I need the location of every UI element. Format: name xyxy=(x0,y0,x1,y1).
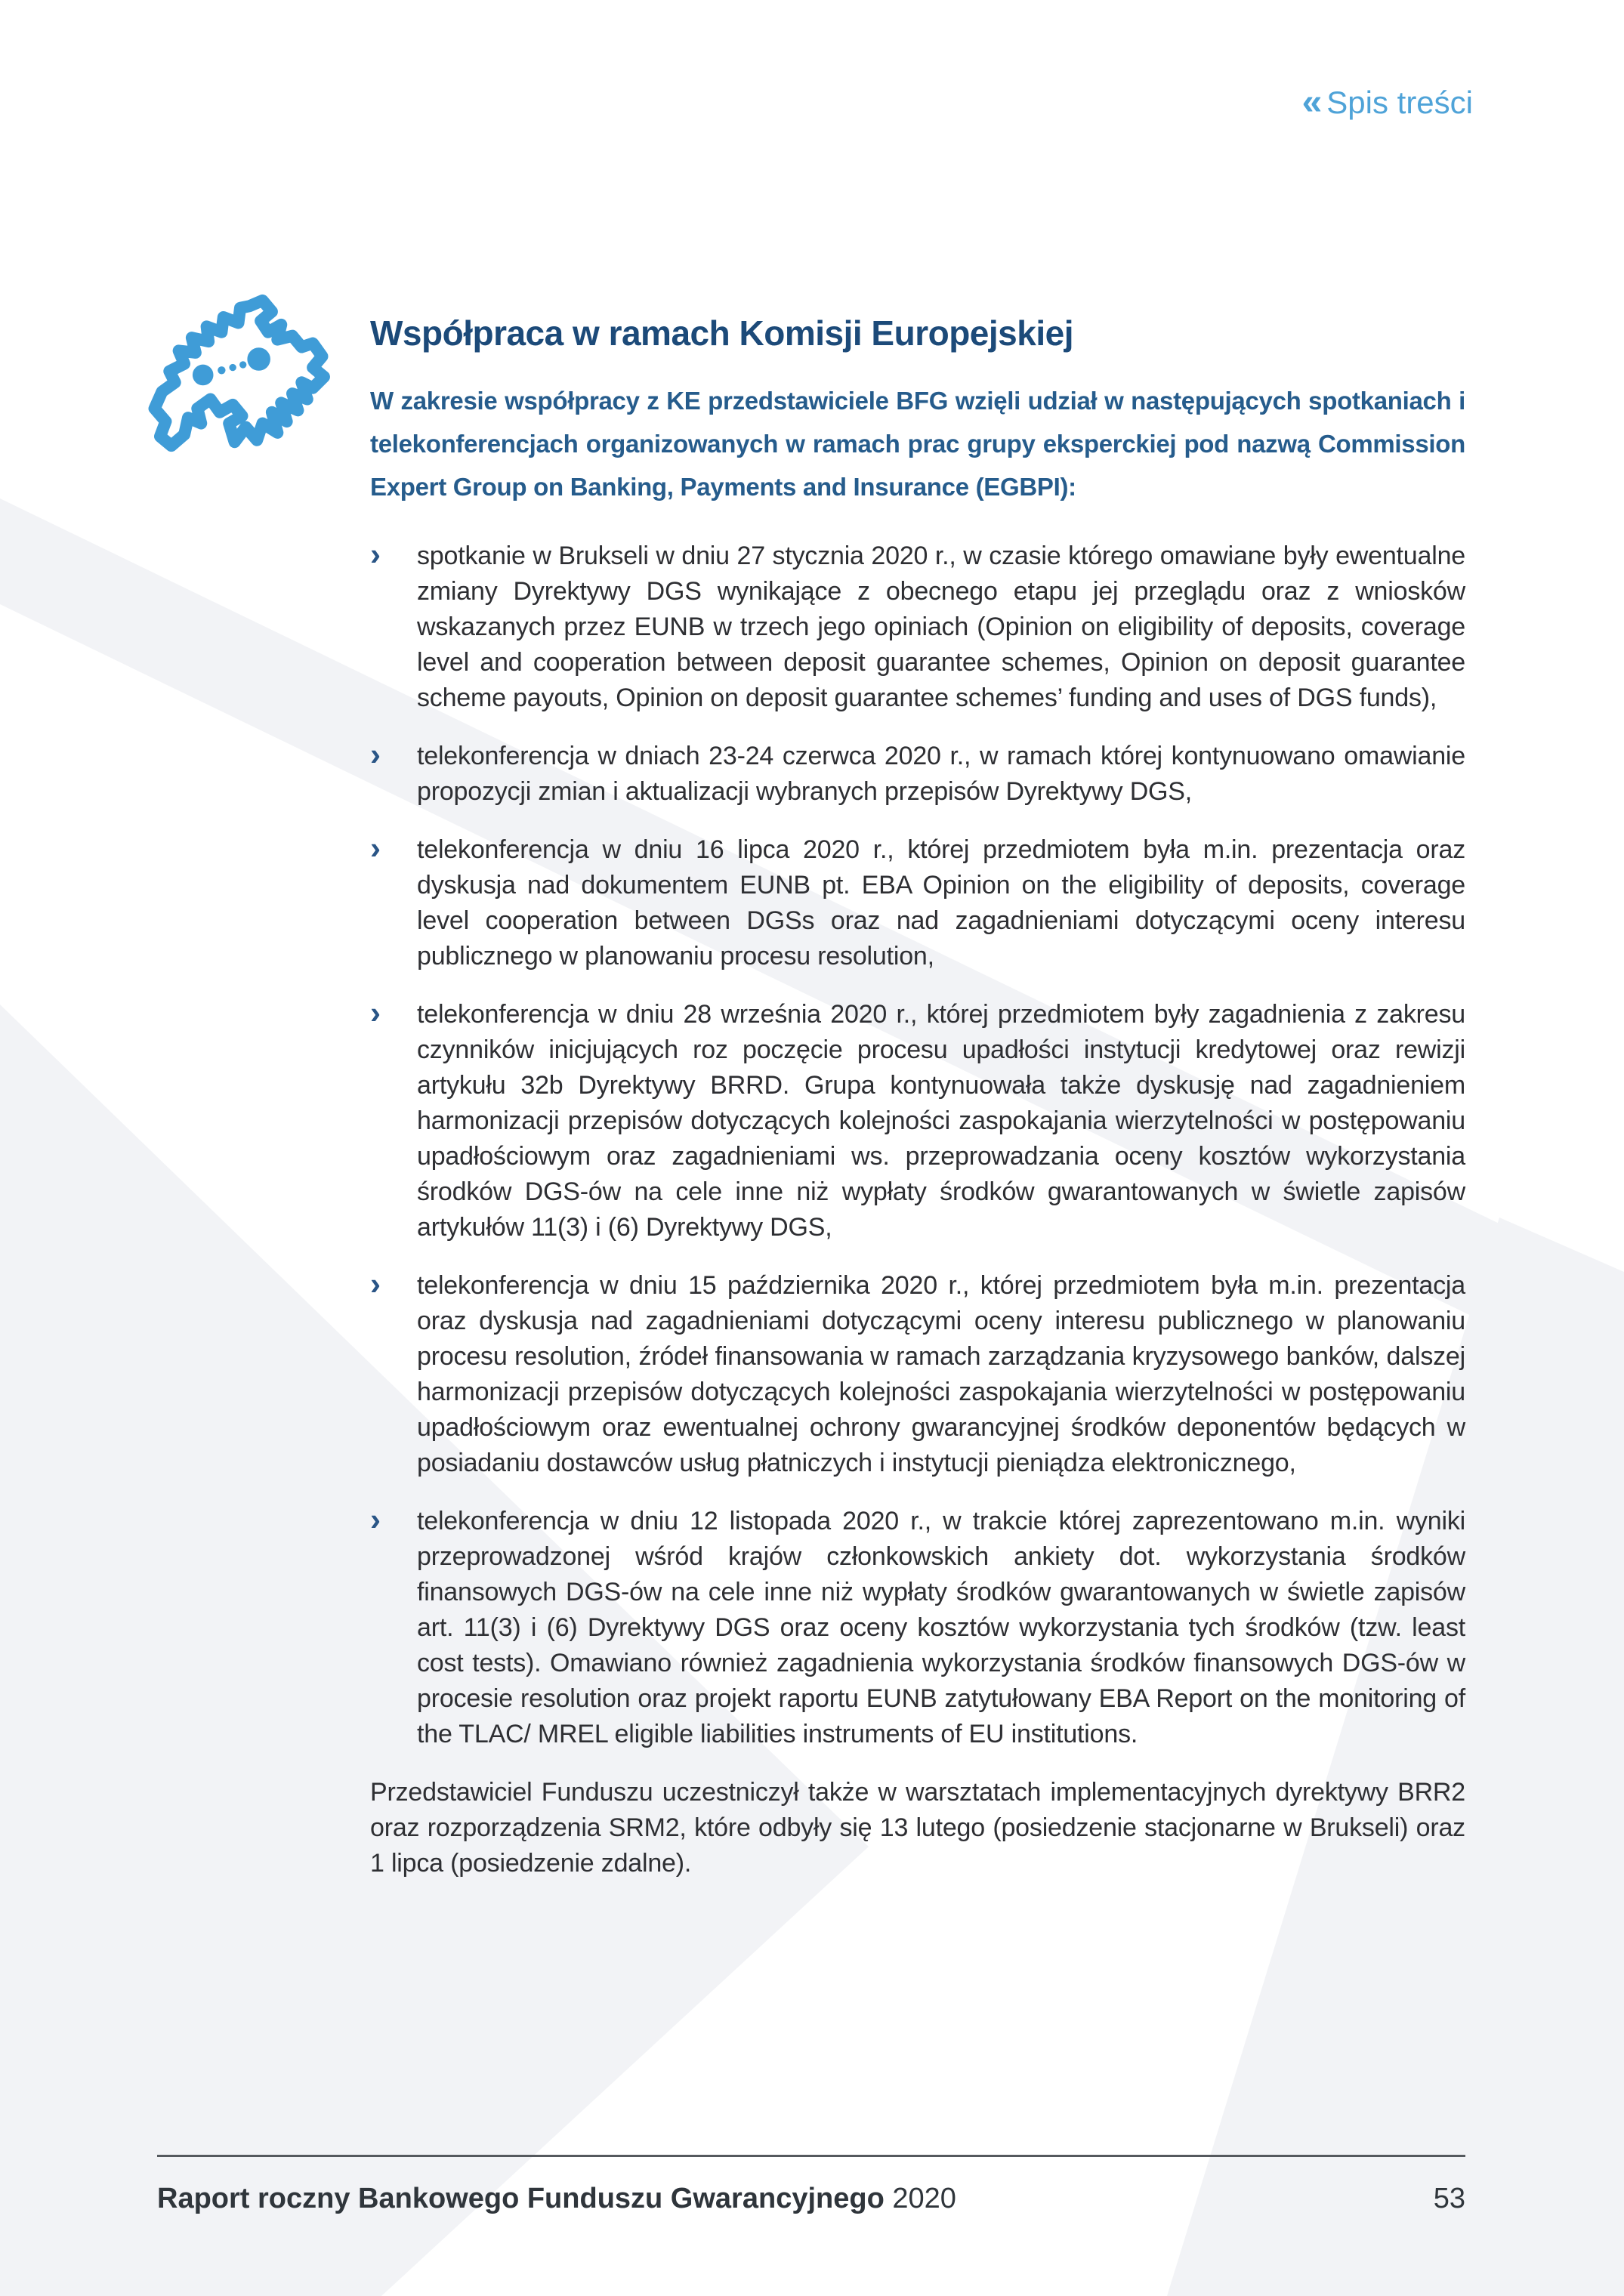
chevron-bullet-icon: › xyxy=(370,736,381,772)
page-number: 53 xyxy=(1433,2183,1465,2214)
chevron-bullet-icon: › xyxy=(370,1501,381,1537)
list-item-text: telekonferencja w dniu 28 września 2020 r., której przedmiotem były zagadnienia z zakresu czynników inicjujących roz poczęcie procesu upadłości instytucji kredytowej oraz rewizji artykułu 32b Dyrektywy BRRD. Grupa kontynuowała także dyskusję nad zagadnieniem harmonizacji przepisów dotyczących kolejności zaspokajania wierzytelności w postępowaniu upadłościowym oraz zagadnieniami ws. przeprowadzania oceny kosztów wykorzystania środków DGS-ów na cele inne niż wypłaty środków gwarantowanych w świetle zapisów artykułów 11(3) i (6) Dyrektywy DGS, xyxy=(417,1000,1465,1242)
chevron-bullet-icon: › xyxy=(370,995,381,1030)
list-item-text: spotkanie w Brukseli w dniu 27 stycznia 2020 r., w czasie którego omawiane były ewentualne zmiany Dyrektywy DGS wynikające z obecnego etapu jej przeglądu oraz z wniosków wskazanych przez EUNB w trzech jego opiniach (Opinion on eligibility of deposits, coverage level and cooperation between deposit guarantee schemes, Opinion on deposit guarantee scheme payouts, Opinion on deposit guarantee schemes’ funding and uses of DGS funds), xyxy=(417,542,1465,712)
report-year: 2020 xyxy=(892,2183,956,2214)
list-item xyxy=(370,1501,1465,1752)
list-item-text: telekonferencja w dniu 12 listopada 2020 r., w trakcie której zaprezentowano m.in. wyniki przeprowadzonej wśród krajów członkowskich ankiety dot. wykorzystania środków finansowych DGS-ów na cele inne niż wypłaty środków gwarantowanych w świetle zapisów art. 11(3) i (6) Dyrektywy DGS oraz oceny kosztów wykorzystania tych środków (tzw. least cost tests). Omawiano również zagadnienia wykorzystania środków finansowych DGS-ów w procesie resolution oraz projekt raportu EUNB zatytułowany EBA Report on the monitoring of the TLAC/ MREL eligible liabilities instruments of EU institutions. xyxy=(417,1507,1465,1748)
list-item xyxy=(370,536,1465,716)
europe-map-icon xyxy=(145,293,335,453)
list-item xyxy=(370,997,1465,1245)
closing-paragraph: Przedstawiciel Funduszu uczestniczył także w warsztatach implementacyjnych dyrektywy BRR2 oraz rozporządzenia SRM2, które odbyły się 13 lutego (posiedzenie stacjonarne w Brukseli) oraz 1 lipca (posiedzenie zdalne). xyxy=(370,1778,1465,1878)
chevron-bullet-icon: › xyxy=(370,830,381,866)
list-item-text: telekonferencja w dniu 16 lipca 2020 r., której przedmiotem była m.in. prezentacja oraz dyskusja nad dokumentem EUNB pt. EBA Opinion on the eligibility of deposits, coverage level cooperation between DGSs oraz nad zagadnieniami dotyczącymi oceny interesu publicznego w planowaniu procesu resolution, xyxy=(417,835,1465,971)
chevron-bullet-icon: › xyxy=(370,1266,381,1301)
double-left-chevron-icon: « xyxy=(1301,82,1320,122)
list-item-text: telekonferencja w dniu 15 października 2020 r., której przedmiotem była m.in. prezentacja oraz dyskusja nad zagadnieniami dotyczącymi oceny interesu publicznego w planowaniu procesu resolution, źródeł finansowania w ramach zarządzania kryzysowego banków, dalszej harmonizacji przepisów dotyczących kolejności zaspokajania wierzytelności w postępowaniu upadłościowym oraz ewentualnej ochrony gwarancyjnej środków deponentów będących w posiadaniu dostawców usług płatniczych i instytucji pieniądza elektronicznego, xyxy=(417,1271,1465,1477)
list-item xyxy=(370,736,1465,810)
toc-link-label: Spis treści xyxy=(1326,85,1473,120)
section-intro-paragraph: W zakresie współpracy z KE przedstawiciele BFG wzięli udział w następujących spotkaniach i telekonferencjach organizowanych w ramach prac grupy eksperckiej pod nazwą Commission Expert Group on Banking, Payments and Insurance (EGBPI): xyxy=(370,387,1465,501)
footer-divider xyxy=(157,2155,1465,2157)
report-title-bold: Raport roczny Bankowego Funduszu Gwarancyjnego xyxy=(157,2183,885,2214)
page-footer xyxy=(157,2183,1465,2215)
list-item xyxy=(370,1268,1465,1481)
meeting-bullet-list xyxy=(370,536,1465,1752)
toc-link[interactable] xyxy=(1302,82,1473,124)
report-title xyxy=(157,2183,956,2215)
list-item-text: telekonferencja w dniach 23-24 czerwca 2020 r., w ramach której kontynuowano omawianie propozycji zmian i aktualizacji wybranych przepisów Dyrektywy DGS, xyxy=(417,742,1465,806)
section-title: Współpraca w ramach Komisji Europejskiej xyxy=(370,313,1073,353)
chevron-bullet-icon: › xyxy=(370,536,381,572)
section-content xyxy=(370,313,1465,1881)
list-item xyxy=(370,832,1465,974)
